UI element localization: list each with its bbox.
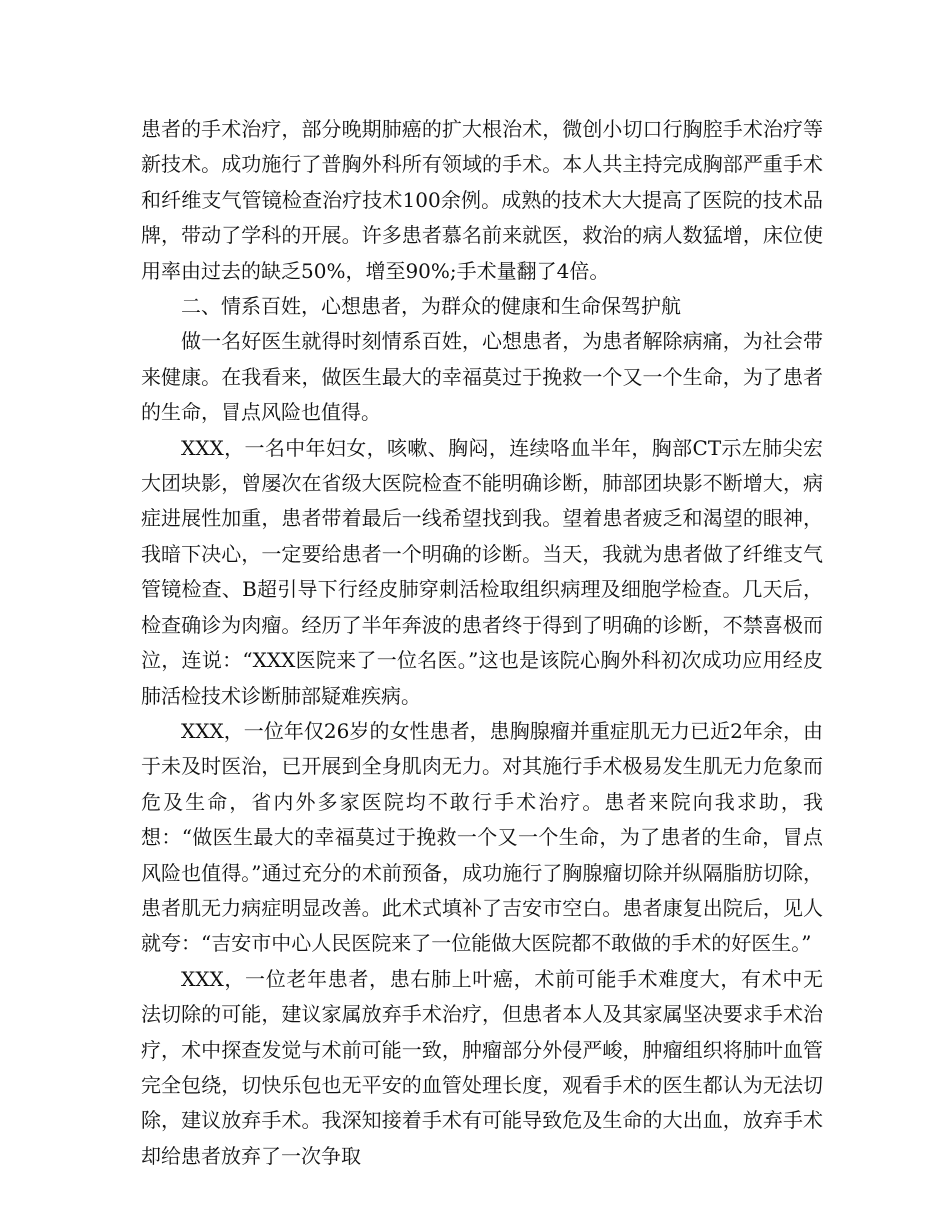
paragraph: XXX，一位老年患者，患右肺上叶癌，术前可能手术难度大，有术中无法切除的可能，建议家属放弃手术治疗，但患者本人及其家属坚决要求手术治疗，术中探查发觉与术前可能一致，肿瘤部分外侵严峻，肿瘤组织将肺叶血管完全包绕，切快乐包也无平安的血管处理长度，观看手术的医生都认为无法切除，建议放弃手术。我深知接着手术有可能导致危及生命的大出血，放弃手术却给患者放弃了一次争取 <box>141 966 823 1168</box>
document-body <box>141 112 823 1174</box>
paragraph-continued: 患者的手术治疗，部分晚期肺癌的扩大根治术，微创小切口行胸腔手术治疗等新技术。成功施行了普胸外科所有领域的手术。本人共主持完成胸部严重手术和纤维支气管镜检查治疗技术100余例。成熟的技术大大提高了医院的技术品牌，带动了学科的开展。许多患者慕名前来就医，救治的病人数猛增，床位使用率由过去的缺乏50%，增至90%;手术量翻了4倍。 <box>141 117 823 283</box>
paragraph: XXX，一位年仅26岁的女性患者，患胸腺瘤并重症肌无力已近2年余，由于未及时医治，已开展到全身肌肉无力。对其施行手术极易发生肌无力危象而危及生命，省内外多家医院均不敢行手术治疗。患者来院向我求助，我想：“做医生最大的幸福莫过于挽救一个又一个生命，为了患者的生命，冒点风险也值得。”通过充分的术前预备，成功施行了胸腺瘤切除并纵隔脂肪切除，患者肌无力病症明显改善。此术式填补了吉安市空白。患者康复出院后，见人就夸：“吉安市中心人民医院来了一位能做大医院都不敢做的手术的好医生。” <box>141 718 823 956</box>
section-heading: 二、情系百姓，心想患者，为群众的健康和生命保驾护航 <box>181 294 681 319</box>
paragraph: XXX，一名中年妇女，咳嗽、胸闷，连续咯血半年，胸部CT示左肺尖宏大团块影，曾屡次在省级大医院检查不能明确诊断，肺部团块影不断增大，病症进展性加重，患者带着最后一线希望找到我。望着患者疲乏和渴望的眼神，我暗下决心，一定要给患者一个明确的诊断。当天，我就为患者做了纤维支气管镜检查、B超引导下行经皮肺穿刺活检取组织病理及细胞学检查。几天后，检查确诊为肉瘤。经历了半年奔波的患者终于得到了明确的诊断，不禁喜极而泣，连说：“XXX医院来了一位名医。”这也是该院心胸外科初次成功应用经皮肺活检技术诊断肺部疑难疾病。 <box>141 435 823 708</box>
paragraph: 做一名好医生就得时刻情系百姓，心想患者，为患者解除病痛，为社会带来健康。在我看来，做医生最大的幸福莫过于挽救一个又一个生命，为了患者的生命，冒点风险也值得。 <box>141 329 823 425</box>
